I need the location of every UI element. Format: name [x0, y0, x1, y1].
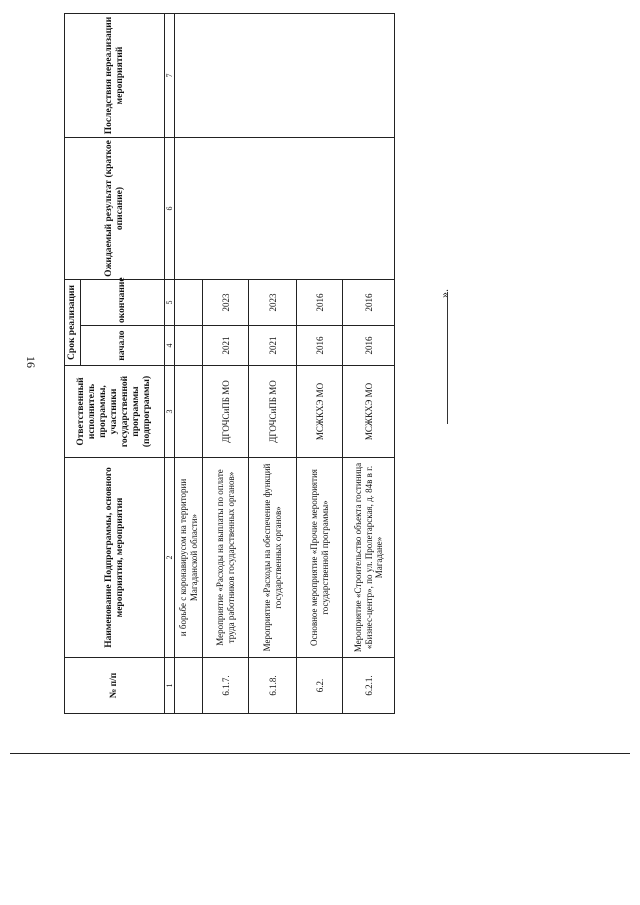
row-end: 2016: [343, 280, 395, 326]
row-end: 2023: [249, 280, 297, 326]
row-executor: МСЖКХЭ МО: [297, 366, 343, 458]
row-start: 2021: [203, 326, 249, 366]
row-end: [175, 280, 203, 326]
header-start: начало: [81, 326, 165, 366]
col-number: 5: [165, 280, 175, 326]
row-num: 6.2.: [297, 658, 343, 714]
consequences-cell: [175, 14, 395, 138]
row-num: [175, 658, 203, 714]
col-number: 6: [165, 138, 175, 280]
header-name: Наименование Подпрограммы, основного мероприятия, мероприятия: [65, 458, 165, 658]
header-end: окончание: [81, 280, 165, 326]
page-number: 16: [24, 356, 38, 368]
closing-quote: ».: [437, 289, 451, 298]
signature-line: [447, 292, 449, 424]
horizontal-divider: [10, 753, 630, 754]
col-number: 2: [165, 458, 175, 658]
col-number: 1: [165, 658, 175, 714]
row-name: и борьбе с коронавирусом на территории Магаданской области»: [175, 458, 203, 658]
row-name: Мероприятие «Строительство объекта гостиница «Бизнес-центр», по ул. Пролетарская, д. 84в в г. Магадане»: [343, 458, 395, 658]
header-result: Ожидаемый результат (краткое описание): [65, 138, 165, 280]
row-executor: ДГОЧСиПБ МО: [249, 366, 297, 458]
row-name: Мероприятие «Расходы на обеспечение функций государственных органов»: [249, 458, 297, 658]
row-end: 2023: [203, 280, 249, 326]
header-consequences: Последствия нереализации мероприятий: [65, 14, 165, 138]
row-num: 6.1.8.: [249, 658, 297, 714]
result-cell: [175, 138, 395, 280]
row-executor: МСЖКХЭ МО: [343, 366, 395, 458]
rotated-table-block: [64, 14, 394, 714]
row-name: Основное мероприятие «Прочие мероприятия государственной программы»: [297, 458, 343, 658]
header-executor: Ответственный исполнитель программы, участники государственной программы (подпрограммы): [65, 366, 165, 458]
program-table: [64, 13, 395, 714]
row-name: Мероприятие «Расходы на выплаты по оплате труда работников государственных органов»: [203, 458, 249, 658]
row-start: [175, 326, 203, 366]
col-number: 3: [165, 366, 175, 458]
col-number: 4: [165, 326, 175, 366]
row-start: 2021: [249, 326, 297, 366]
row-executor: [175, 366, 203, 458]
col-number: 7: [165, 14, 175, 138]
header-period: Срок реализации: [65, 280, 81, 366]
row-start: 2016: [297, 326, 343, 366]
row-executor: ДГОЧСиПБ МО: [203, 366, 249, 458]
header-num: № п/п: [65, 658, 165, 714]
table-row: [175, 14, 203, 714]
row-num: 6.1.7.: [203, 658, 249, 714]
row-start: 2016: [343, 326, 395, 366]
row-num: 6.2.1.: [343, 658, 395, 714]
row-end: 2016: [297, 280, 343, 326]
